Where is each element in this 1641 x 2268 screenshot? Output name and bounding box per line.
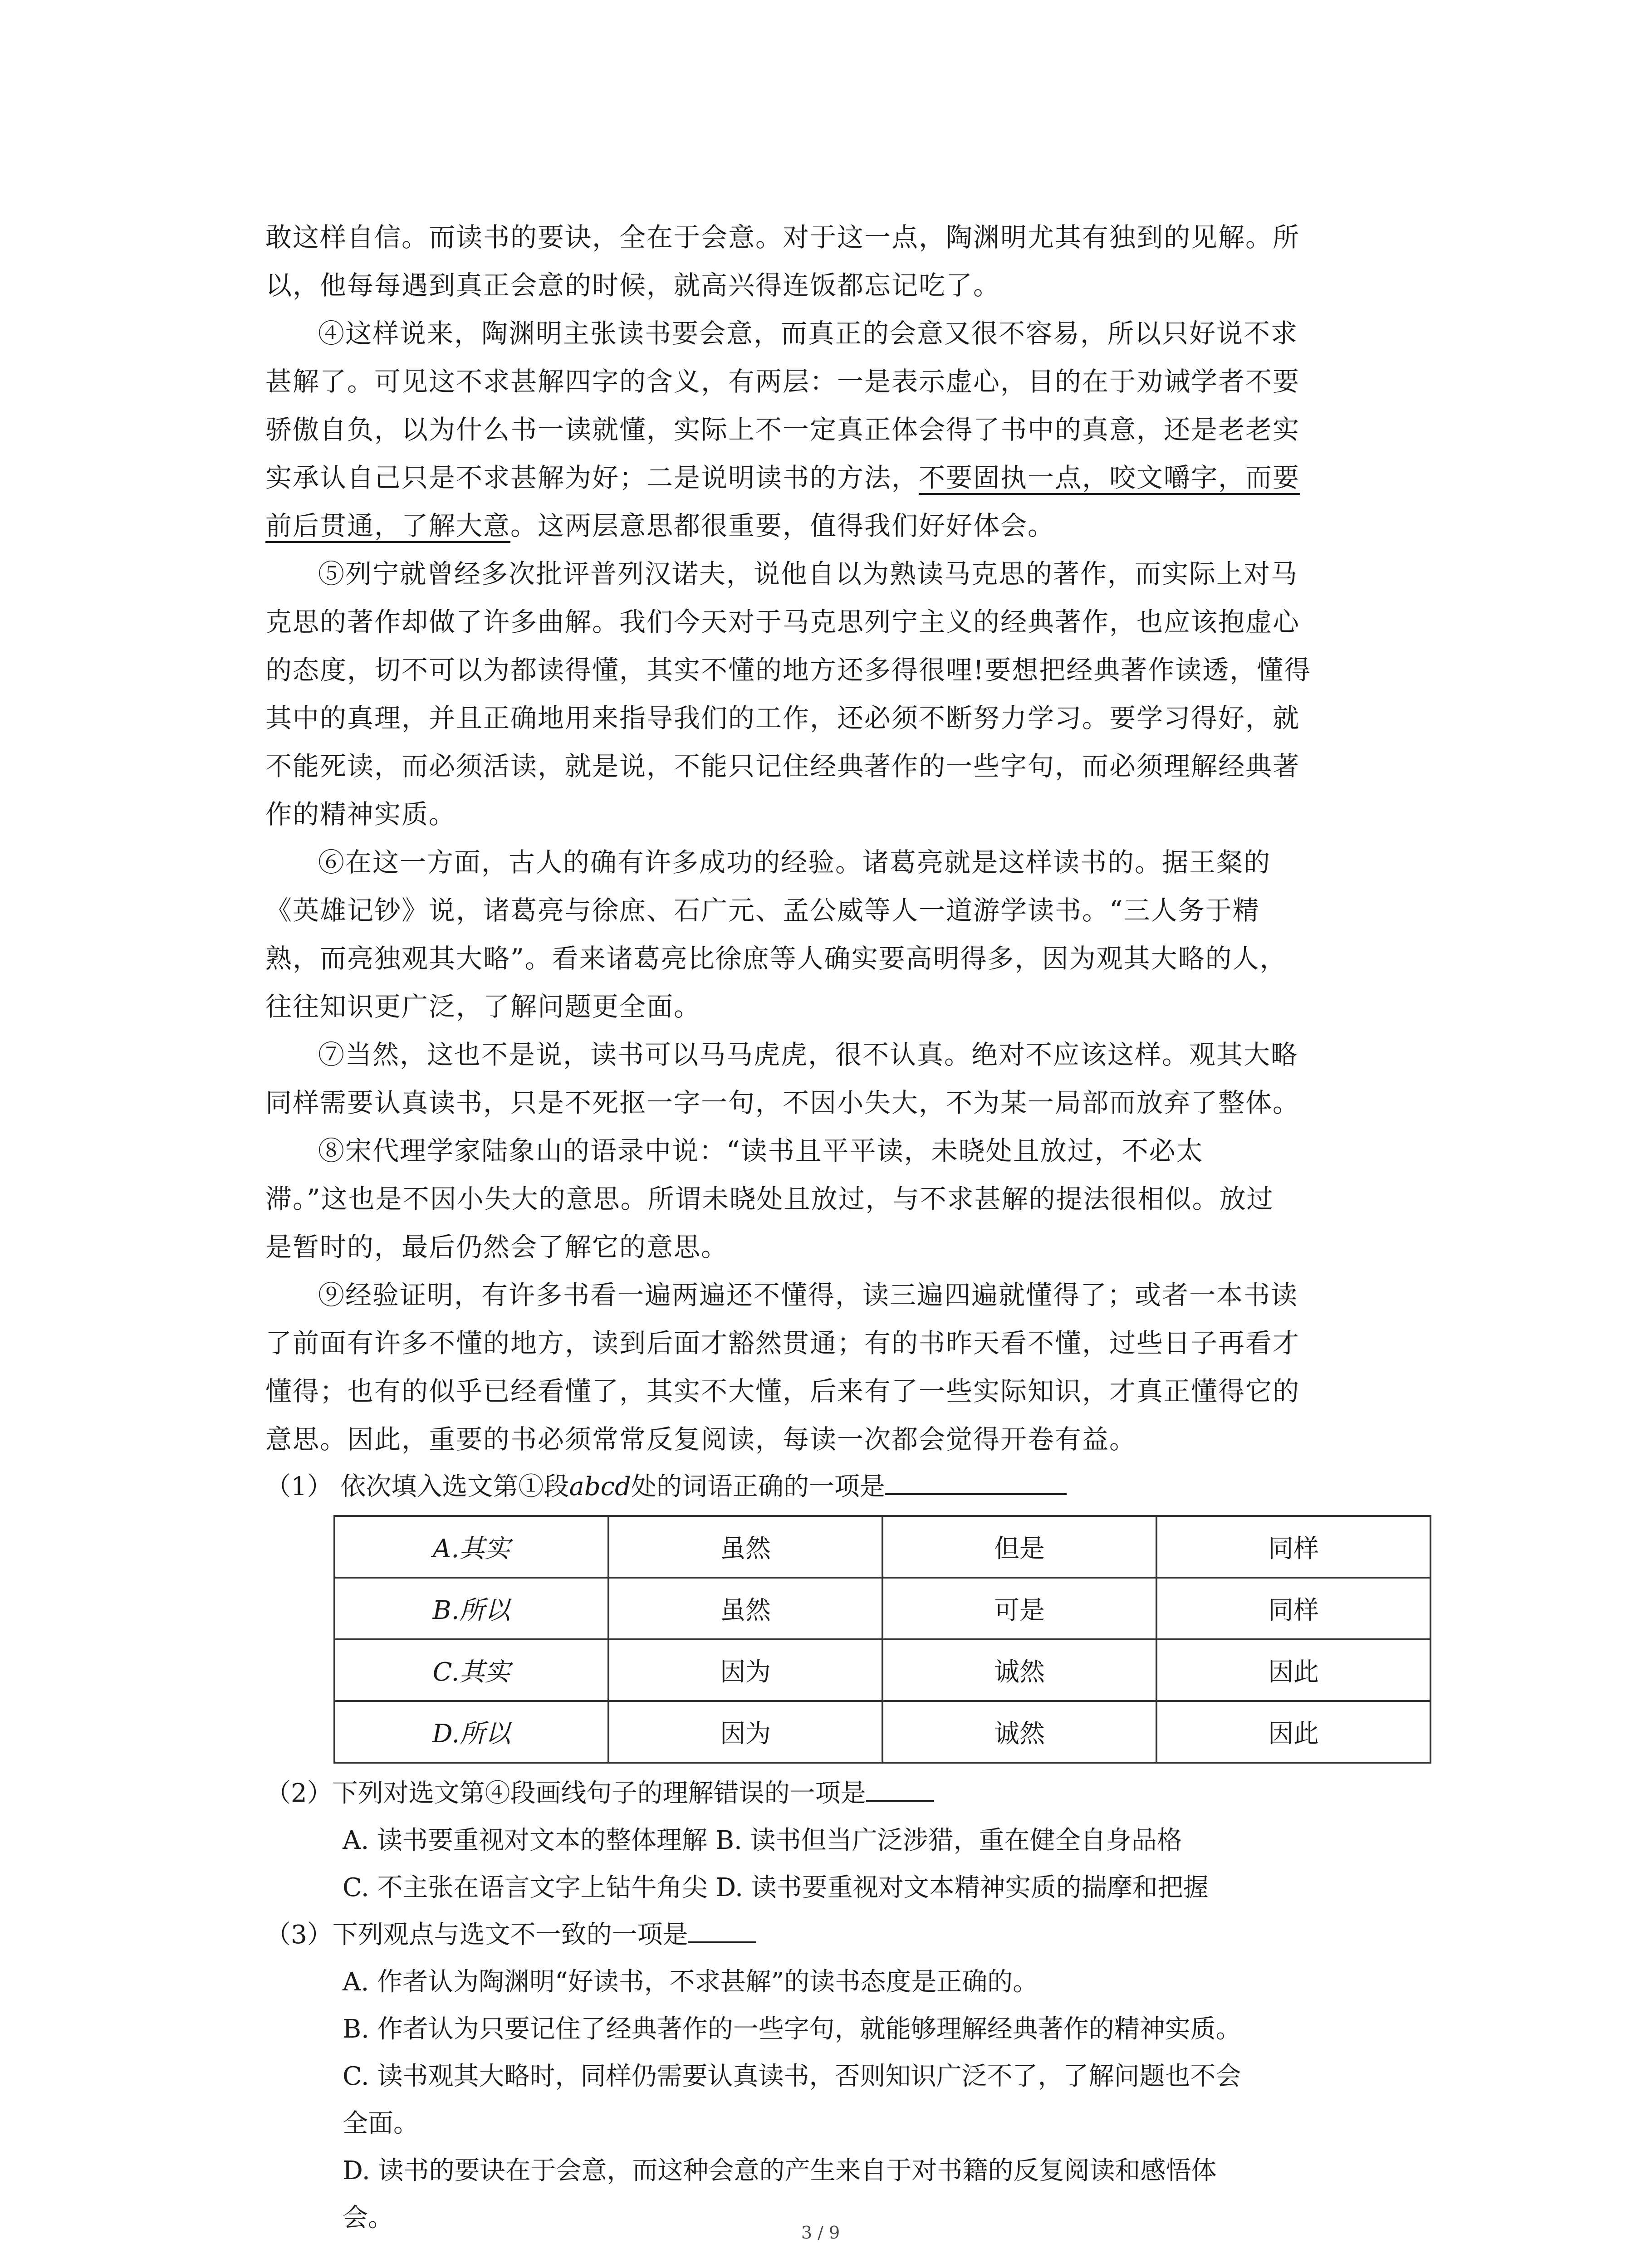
table-cell: 诚然	[882, 1701, 1156, 1763]
paragraph-5-line: 克思的著作却做了许多曲解。我们今天对于马克思列宁主义的经典著作，也应该抱虚心	[265, 606, 1300, 637]
table-cell: 因为	[608, 1639, 882, 1701]
paragraph-4-line	[265, 502, 1422, 550]
paragraph-5-line: 作的精神实质。	[265, 799, 456, 830]
paragraph-6-line: 往往知识更广泛，了解问题更全面。	[265, 991, 701, 1022]
paragraph-9-line: 了前面有许多不懂的地方，读到后面才豁然贯通；有的书昨天看不懂，过些日子再看才	[265, 1328, 1300, 1359]
paragraph-9-line: 意思。因此，重要的书必须常常反复阅读，每读一次都会觉得开卷有益。	[265, 1424, 1137, 1455]
page-number: 3 / 9	[801, 2223, 840, 2243]
paragraph-9-line: 懂得；也有的似乎已经看懂了，其实不大懂，后来有了一些实际知识，才真正懂得它的	[265, 1376, 1300, 1407]
table-cell: 虽然	[608, 1516, 882, 1578]
question-2-options-line: A. 读书要重视对文本的整体理解 B. 读书但当广泛涉猎，重在健全自身品格	[343, 1826, 1182, 1855]
table-cell: C.其实	[334, 1639, 608, 1701]
question-1-suffix: 处的词语正确的一项是	[631, 1472, 885, 1501]
table-cell: 可是	[882, 1578, 1156, 1639]
paragraph-7-line: 同样需要认真读书，只是不死抠一字一句，不因小失大，不为某一局部而放弃了整体。	[265, 1087, 1300, 1118]
table-cell: A.其实	[334, 1516, 608, 1578]
paragraph-continued-line: 敢这样自信。而读书的要诀，全在于会意。对于这一点，陶渊明尤其有独到的见解。所	[265, 222, 1300, 253]
paragraph-continued-line: 以，他每每遇到真正会意的时候，就高兴得连饭都忘记吃了。	[265, 270, 1001, 301]
paragraph-8-line: 是暂时的，最后仍然会了解它的意思。	[265, 1232, 729, 1262]
table-cell: 同样	[1156, 1516, 1430, 1578]
table-row	[334, 1701, 1430, 1763]
paragraph-4-line: 骄傲自负，以为什么书一读就懂，实际上不一定真正体会得了书中的真意，还是老老实	[265, 414, 1300, 445]
question-2-text: （2）下列对选文第④段画线句子的理解错误的一项是	[265, 1779, 866, 1808]
paragraph-4-text: 实承认自己只是不求甚解为好；二是说明读书的方法，	[265, 462, 919, 493]
paragraph-8-line: 滞。”这也是不因小失大的意思。所谓未晓处且放过，与不求甚解的提法很相似。放过	[265, 1183, 1274, 1214]
table-row	[334, 1516, 1430, 1578]
paragraph-8-line: ⑧宋代理学家陆象山的语录中说：“读书且平平读，未晓处且放过，不必太	[318, 1135, 1204, 1166]
table-cell: 但是	[882, 1516, 1156, 1578]
paragraph-6-line: ⑥在这一方面，古人的确有许多成功的经验。诸葛亮就是这样读书的。据王粲的	[318, 847, 1271, 878]
paragraph-4-line: 甚解了。可见这不求甚解四字的含义，有两层：一是表示虚心，目的在于劝诫学者不要	[265, 366, 1300, 397]
table-cell: 因此	[1156, 1639, 1430, 1701]
question-3-option-a: A. 作者认为陶渊明“好读书，不求甚解”的读书态度是正确的。	[343, 1967, 1038, 1997]
paragraph-4-line	[265, 454, 1422, 502]
table-cell: 诚然	[882, 1639, 1156, 1701]
paragraph-7-line: ⑦当然，这也不是说，读书可以马马虎虎，很不认真。绝对不应该这样。观其大略	[318, 1039, 1298, 1070]
question-3-option-b: B. 作者认为只要记住了经典著作的一些字句，就能够理解经典著作的精神实质。	[343, 2014, 1241, 2044]
question-2-stem	[265, 1770, 1422, 1817]
paragraph-4-line: ④这样说来，陶渊明主张读书要会意，而真正的会意又很不容易，所以只好说不求	[318, 318, 1298, 349]
table-cell: 同样	[1156, 1578, 1430, 1639]
question-1-stem	[265, 1463, 1422, 1510]
table-cell: 因为	[608, 1701, 882, 1763]
table-cell: 虽然	[608, 1578, 882, 1639]
paragraph-6-line: 《英雄记钞》说，诸葛亮与徐庶、石广元、孟公威等人一道游学读书。“三人务于精	[265, 895, 1260, 926]
underlined-sentence: 前后贯通，了解大意	[265, 510, 511, 541]
question-3-stem	[265, 1911, 1422, 1959]
question-2-options-line: C. 不主张在语言文字上钻牛角尖 D. 读书要重视对文本精神实质的揣摩和把握	[343, 1873, 1209, 1902]
table-cell: B.所以	[334, 1578, 608, 1639]
table-row	[334, 1578, 1430, 1639]
table-cell: D.所以	[334, 1701, 608, 1763]
table-cell: 因此	[1156, 1701, 1430, 1763]
question-3-option-c-continued: 全面。	[343, 2109, 419, 2138]
paragraph-4-text: 。这两层意思都很重要，值得我们好好体会。	[510, 510, 1055, 541]
table-row	[334, 1639, 1430, 1701]
question-3-option-d: D. 读书的要诀在于会意，而这种会意的产生来自于对书籍的反复阅读和感悟体	[343, 2156, 1217, 2185]
paragraph-6-line: 熟，而亮独观其大略”。看来诸葛亮比徐庶等人确实要高明得多，因为观其大略的人，	[265, 943, 1287, 974]
question-3-option-d-continued: 会。	[343, 2203, 393, 2233]
paragraph-5-line: 的态度，切不可以为都读得懂，其实不懂的地方还多得很哩!要想把经典著作读透，懂得	[265, 655, 1312, 685]
question-1-prefix: （1） 依次填入选文第①段	[265, 1472, 569, 1501]
paragraph-5-line: 不能死读，而必须活读，就是说，不能只记住经典著作的一些字句，而必须理解经典著	[265, 751, 1300, 782]
paragraph-5-line: ⑤列宁就曾经多次批评普列汉诺夫，说他自以为熟读马克思的著作，而实际上对马	[318, 558, 1298, 589]
question-1-options-table	[333, 1515, 1431, 1764]
answer-blank[interactable]	[866, 1773, 934, 1802]
question-3-option-c: C. 读书观其大略时，同样仍需要认真读书，否则知识广泛不了，了解问题也不会	[343, 2062, 1241, 2091]
question-3-text: （3）下列观点与选文不一致的一项是	[265, 1920, 688, 1950]
question-1-italic: abcd	[569, 1472, 631, 1501]
paragraph-5-line: 其中的真理，并且正确地用来指导我们的工作，还必须不断努力学习。要学习得好，就	[265, 703, 1300, 733]
answer-blank[interactable]	[885, 1466, 1067, 1495]
answer-blank[interactable]	[688, 1914, 756, 1943]
underlined-sentence: 不要固执一点，咬文嚼字，而要	[919, 462, 1300, 493]
document-body	[265, 213, 1422, 2242]
paragraph-9-line: ⑨经验证明，有许多书看一遍两遍还不懂得，读三遍四遍就懂得了；或者一本书读	[318, 1280, 1298, 1310]
